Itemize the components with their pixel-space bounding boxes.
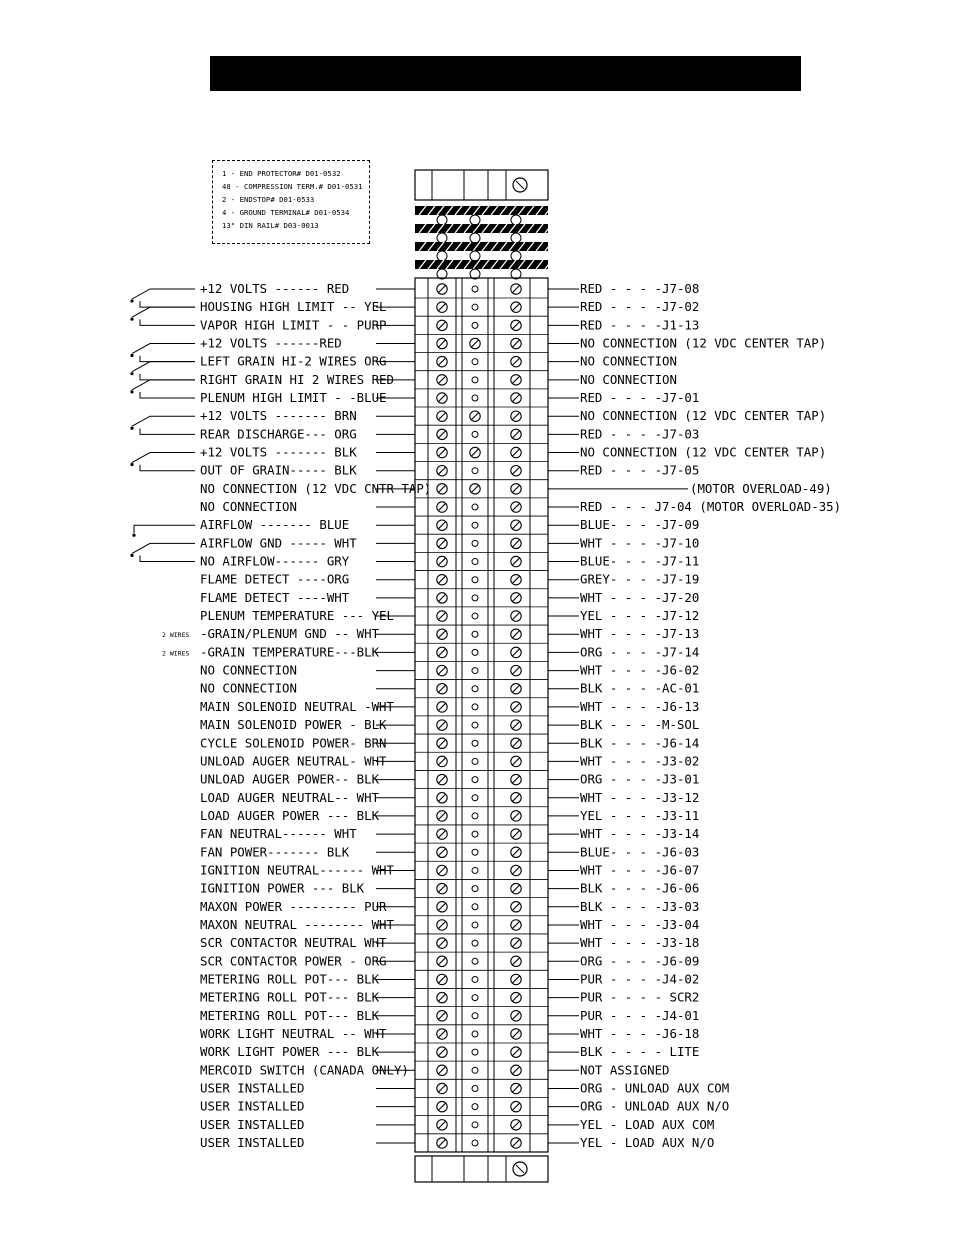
wire-count-note: 2 WIRES: [162, 631, 190, 640]
left-wire-label: USER INSTALLED: [200, 1080, 305, 1096]
terminal-contact-icon: [472, 1085, 478, 1091]
left-wire-label: MAXON POWER --------- PUR: [200, 898, 387, 914]
right-wire-label: ORG - UNLOAD AUX N/O: [580, 1098, 730, 1114]
limit-switch-icon-contact: [130, 372, 133, 375]
right-wire-label: NOT ASSIGNED: [580, 1062, 670, 1078]
left-wire-label: OUT OF GRAIN----- BLK: [200, 462, 357, 478]
terminal-contact-icon: [472, 958, 478, 964]
limit-switch-icon-lead: [140, 319, 195, 325]
left-wire-label: MAIN SOLENOID POWER - BLK: [200, 717, 387, 733]
airflow-switch-icon: [134, 525, 195, 533]
left-wire-label: IGNITION POWER --- BLK: [200, 880, 365, 896]
left-wire-label: -GRAIN TEMPERATURE---BLK: [200, 644, 380, 660]
left-wire-label: USER INSTALLED: [200, 1134, 305, 1150]
limit-switch-icon-contact: [130, 390, 133, 393]
terminal-contact-icon: [472, 540, 478, 546]
left-wire-label: -GRAIN/PLENUM GND -- WHT: [200, 626, 380, 642]
left-wire-label: CYCLE SOLENOID POWER- BRN: [200, 735, 387, 751]
left-wire-label: +12 VOLTS ------ RED: [200, 281, 350, 296]
terminal-contact-icon: [472, 668, 478, 674]
left-wire-label: AIRFLOW ------- BLUE: [200, 517, 350, 533]
left-wire-label: METERING ROLL POT--- BLK: [200, 989, 380, 1005]
ground-screw-icon: [470, 251, 480, 261]
terminal-contact-icon: [472, 886, 478, 892]
right-wire-label: YEL - LOAD AUX COM: [580, 1116, 715, 1132]
limit-switch-icon-lead: [140, 428, 195, 434]
terminal-contact-icon: [472, 795, 478, 801]
top-end-block: [415, 170, 548, 200]
right-wire-label: WHT - - - -J6-02: [580, 662, 700, 678]
terminal-contact-icon: [472, 577, 478, 583]
right-wire-label: ORG - - - -J3-01: [580, 771, 700, 787]
terminal-contact-icon: [472, 1140, 478, 1146]
terminal-contact-icon: [472, 995, 478, 1001]
right-wire-label: WHT - - - -J3-02: [580, 753, 700, 769]
left-wire-label: NO CONNECTION: [200, 499, 297, 515]
right-wire-label: (MOTOR OVERLOAD-49): [690, 480, 832, 496]
limit-switch-icon: [132, 362, 195, 372]
terminal-contact-icon: [472, 286, 478, 292]
terminal-contact-icon: [472, 904, 478, 910]
terminal-contact-icon: [472, 686, 478, 692]
ground-screw-icon: [437, 215, 447, 225]
ground-screw-icon: [470, 233, 480, 243]
right-wire-label: WHT - - - -J3-14: [580, 826, 700, 842]
terminal-contact-icon: [472, 831, 478, 837]
right-wire-label: WHT - - - -J6-13: [580, 698, 700, 714]
limit-switch-icon: [132, 289, 195, 299]
limit-switch-icon-lead: [140, 301, 195, 307]
left-wire-label: NO AIRFLOW------ GRY: [200, 553, 350, 569]
terminal-contact-icon: [472, 359, 478, 365]
right-wire-label: RED - - - -J7-02: [580, 299, 700, 315]
legend-line: 4 - GROUND TERMINAL# D01-0534: [222, 208, 350, 217]
terminal-contact-icon: [472, 649, 478, 655]
right-wire-label: NO CONNECTION (12 VDC CENTER TAP): [580, 444, 827, 460]
terminal-contact-icon: [472, 395, 478, 401]
right-wire-label: BLK - - - -J6-14: [580, 735, 700, 751]
left-wire-label: MERCOID SWITCH (CANADA ONLY): [200, 1062, 409, 1078]
left-wire-label: WORK LIGHT POWER --- BLK: [200, 1044, 380, 1060]
right-wire-label: YEL - - - -J3-11: [580, 807, 700, 823]
left-wire-label: USER INSTALLED: [200, 1116, 305, 1132]
left-wire-label: HOUSING HIGH LIMIT -- YEL: [200, 299, 387, 315]
left-wire-label: UNLOAD AUGER POWER-- BLK: [200, 771, 380, 787]
left-wire-label: LEFT GRAIN HI-2 WIRES ORG: [200, 353, 387, 369]
left-wire-label: +12 VOLTS ------- BLK: [200, 444, 357, 460]
left-wire-label: MAXON NEUTRAL -------- WHT: [200, 916, 394, 932]
limit-switch-icon-contact: [130, 354, 133, 357]
end-screw-slot: [516, 181, 524, 189]
left-wire-label: FLAME DETECT ----ORG: [200, 571, 350, 587]
limit-switch-icon-contact: [130, 299, 133, 302]
left-wire-label: METERING ROLL POT--- BLK: [200, 1007, 380, 1023]
right-wire-label: RED - - - -J7-03: [580, 426, 700, 442]
ground-screw-icon: [470, 215, 480, 225]
terminal-contact-icon: [472, 867, 478, 873]
right-wire-label: RED - - - -J7-05: [580, 462, 700, 478]
limit-switch-icon-lead: [140, 374, 195, 380]
right-wire-label: ORG - - - -J7-14: [580, 644, 700, 660]
right-wire-label: PUR - - - - SCR2: [580, 989, 700, 1005]
terminal-contact-icon: [472, 1122, 478, 1128]
airflow-switch-icon-contact: [130, 554, 133, 557]
airflow-switch-contact: [132, 534, 135, 537]
left-wire-label: FAN POWER------- BLK: [200, 844, 350, 860]
left-wire-label: SCR CONTACTOR NEUTRAL WHT: [200, 935, 387, 951]
terminal-contact-icon: [472, 722, 478, 728]
limit-switch-icon: [132, 307, 195, 317]
legend-line: 48 - COMPRESSION TERM.# D01-0531: [222, 182, 363, 191]
right-wire-label: RED - - - -J7-08: [580, 281, 700, 296]
right-wire-label: YEL - - - -J7-12: [580, 608, 700, 624]
wire-count-note: 2 WIRES: [162, 649, 190, 658]
left-wire-label: REAR DISCHARGE--- ORG: [200, 426, 357, 442]
ground-screw-icon: [511, 215, 521, 225]
right-wire-label: RED - - - -J1-13: [580, 317, 700, 333]
limit-switch-icon-contact: [130, 427, 133, 430]
right-wire-label: WHT - - - -J6-07: [580, 862, 700, 878]
right-wire-label: WHT - - - -J3-12: [580, 789, 700, 805]
right-wire-label: WHT - - - -J3-04: [580, 916, 700, 932]
right-wire-label: BLUE- - - -J6-03: [580, 844, 700, 860]
bottom-end-block: [415, 1156, 548, 1182]
right-wire-label: WHT - - - -J7-20: [580, 589, 700, 605]
left-wire-label: NO CONNECTION (12 VDC CNTR TAP): [200, 480, 432, 496]
terminal-contact-icon: [472, 1104, 478, 1110]
limit-switch-icon-lead: [140, 465, 195, 471]
left-wire-label: +12 VOLTS ------- BRN: [200, 408, 357, 424]
left-wire-label: USER INSTALLED: [200, 1098, 305, 1114]
right-wire-label: NO CONNECTION (12 VDC CENTER TAP): [580, 408, 827, 424]
left-wire-label: RIGHT GRAIN HI 2 WIRES RED: [200, 371, 394, 387]
right-wire-label: BLK - - - -J3-03: [580, 898, 700, 914]
right-wire-label: BLUE- - - -J7-09: [580, 517, 700, 533]
left-wire-label: +12 VOLTS ------RED: [200, 335, 342, 351]
terminal-contact-icon: [472, 595, 478, 601]
left-wire-label: WORK LIGHT NEUTRAL -- WHT: [200, 1025, 387, 1041]
right-wire-label: BLK - - - -J6-06: [580, 880, 700, 896]
left-wire-label: AIRFLOW GND ----- WHT: [200, 535, 357, 551]
terminal-contact-icon: [472, 740, 478, 746]
terminal-strip-body: [415, 278, 548, 1152]
right-wire-label: BLK - - - - LITE: [580, 1044, 700, 1060]
right-wire-label: WHT - - - -J3-18: [580, 935, 700, 951]
right-wire-label: PUR - - - -J4-01: [580, 1007, 700, 1023]
terminal-contact-icon: [472, 849, 478, 855]
terminal-contact-icon: [472, 322, 478, 328]
terminal-contact-icon: [472, 813, 478, 819]
right-wire-label: ORG - - - -J6-09: [580, 953, 700, 969]
left-wire-label: PLENUM TEMPERATURE --- YEL: [200, 608, 394, 624]
terminal-contact-icon: [472, 613, 478, 619]
right-wire-label: NO CONNECTION: [580, 353, 677, 369]
left-wire-label: VAPOR HIGH LIMIT - - PURP: [200, 317, 387, 333]
right-wire-label: RED - - - J7-04 (MOTOR OVERLOAD-35): [580, 499, 842, 515]
right-wire-label: ORG - UNLOAD AUX COM: [580, 1080, 730, 1096]
right-wire-label: RED - - - -J7-01: [580, 390, 700, 406]
legend-line: 1 - END PROTECTOR# D01-0532: [222, 169, 341, 178]
left-wire-label: FAN NEUTRAL------ WHT: [200, 826, 357, 842]
limit-switch-icon: [132, 380, 195, 390]
terminal-contact-icon: [472, 559, 478, 565]
right-wire-label: BLK - - - -M-SOL: [580, 717, 700, 733]
end-screw-slot: [516, 1165, 524, 1173]
terminal-contact-icon: [472, 522, 478, 528]
terminal-contact-icon: [472, 377, 478, 383]
left-wire-label: SCR CONTACTOR POWER - ORG: [200, 953, 387, 969]
terminal-contact-icon: [472, 777, 478, 783]
airflow-switch-icon-lead: [140, 556, 195, 562]
terminal-contact-icon: [472, 940, 478, 946]
airflow-switch-icon: [132, 543, 195, 553]
ground-screw-icon: [511, 251, 521, 261]
terminal-contact-icon: [472, 704, 478, 710]
left-wire-label: UNLOAD AUGER NEUTRAL- WHT: [200, 753, 387, 769]
terminal-contact-icon: [472, 922, 478, 928]
terminal-contact-icon: [472, 1049, 478, 1055]
left-wire-label: MAIN SOLENOID NEUTRAL -WHT: [200, 698, 394, 714]
terminal-contact-icon: [472, 1013, 478, 1019]
ground-screw-icon: [511, 233, 521, 243]
right-wire-label: GREY- - - -J7-19: [580, 571, 700, 587]
terminal-contact-icon: [472, 758, 478, 764]
legend-line: 13" DIN RAIL# D03-0013: [222, 221, 319, 230]
right-wire-label: NO CONNECTION (12 VDC CENTER TAP): [580, 335, 827, 351]
limit-switch-icon-lead: [140, 392, 195, 398]
right-wire-label: NO CONNECTION: [580, 371, 677, 387]
ground-screw-icon: [437, 251, 447, 261]
left-wire-label: LOAD AUGER POWER --- BLK: [200, 807, 380, 823]
legend-line: 2 - ENDSTOP# D01-0533: [222, 195, 315, 204]
right-wire-label: WHT - - - -J7-13: [580, 626, 700, 642]
limit-switch-icon: [132, 416, 195, 426]
terminal-contact-icon: [472, 1031, 478, 1037]
left-wire-label: LOAD AUGER NEUTRAL-- WHT: [200, 789, 380, 805]
limit-switch-icon-lead: [140, 356, 195, 362]
left-wire-label: FLAME DETECT ----WHT: [200, 589, 350, 605]
left-wire-label: METERING ROLL POT--- BLK: [200, 971, 380, 987]
limit-switch-icon-contact: [130, 318, 133, 321]
limit-switch-icon: [132, 344, 195, 354]
right-wire-label: BLUE- - - -J7-11: [580, 553, 700, 569]
right-wire-label: BLK - - - -AC-01: [580, 680, 700, 696]
left-wire-label: NO CONNECTION: [200, 680, 297, 696]
left-wire-label: PLENUM HIGH LIMIT - -BLUE: [200, 390, 387, 406]
terminal-contact-icon: [472, 631, 478, 637]
terminal-contact-icon: [472, 976, 478, 982]
left-wire-label: NO CONNECTION: [200, 662, 297, 678]
limit-switch-icon: [132, 453, 195, 463]
terminal-contact-icon: [472, 1067, 478, 1073]
right-wire-label: YEL - LOAD AUX N/O: [580, 1134, 715, 1150]
terminal-contact-icon: [472, 304, 478, 310]
right-wire-label: PUR - - - -J4-02: [580, 971, 700, 987]
terminal-contact-icon: [472, 431, 478, 437]
limit-switch-icon-contact: [130, 463, 133, 466]
right-wire-label: WHT - - - -J6-18: [580, 1025, 700, 1041]
ground-screw-icon: [437, 233, 447, 243]
right-wire-label: WHT - - - -J7-10: [580, 535, 700, 551]
terminal-contact-icon: [472, 504, 478, 510]
terminal-contact-icon: [472, 468, 478, 474]
left-wire-label: IGNITION NEUTRAL------ WHT: [200, 862, 394, 878]
